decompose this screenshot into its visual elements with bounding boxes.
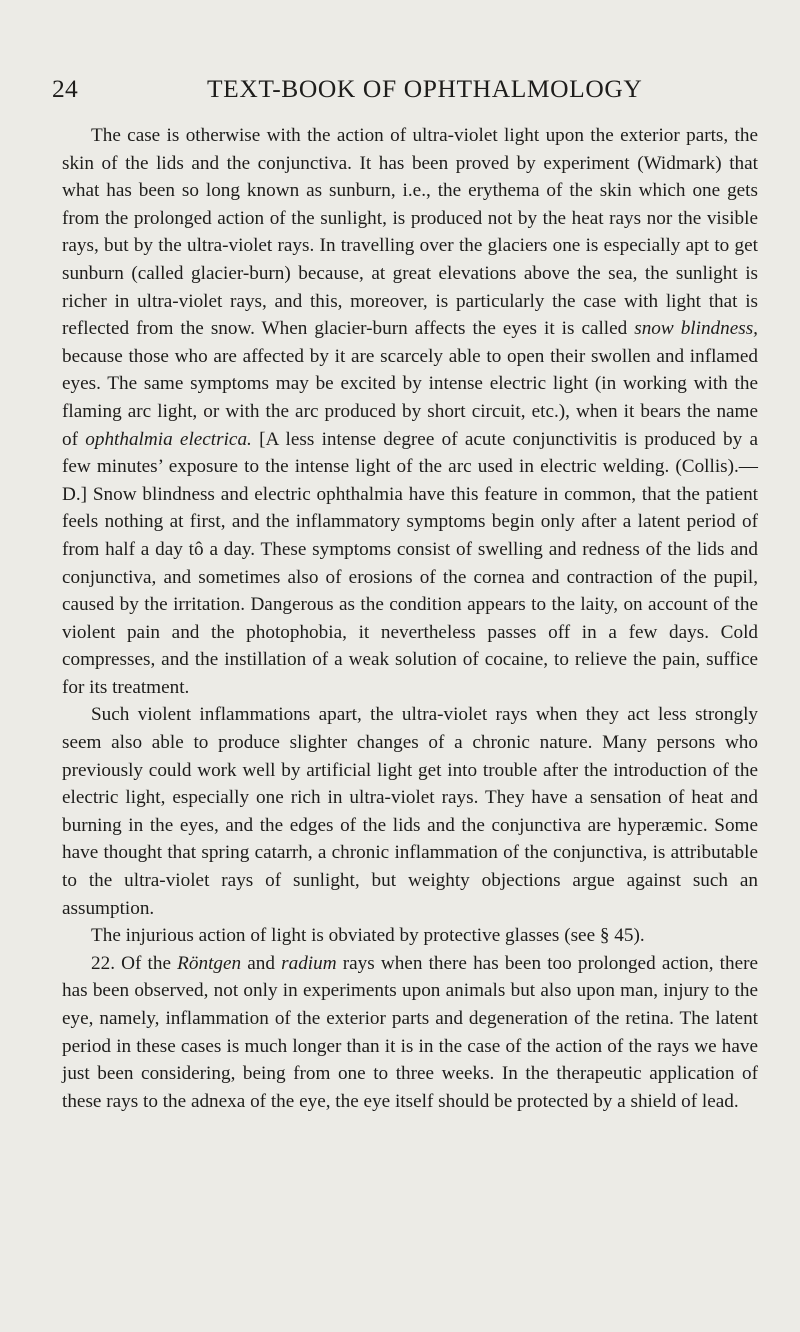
paragraph-text: The case is otherwise with the action of ultra-violet light upon the exterior parts, the skin of the lids and the conjunctiva. It has been proved by experiment (Widmark) that what has been so long known as sunburn, i.e., the erythema of the skin which one gets from the prolonged action of the sunlight, is produced not by the heat rays nor the visible rays, but by the ultra-violet rays. In travelling over the glaciers one is especially apt to get sunburn (called glacier-burn) because, at great elevations above the sea, the sunlight is richer in ultra-violet rays, and this, moreover, is particularly the case with light that is reflected from the snow. When glacier-burn affects the eyes it is called [62, 125, 758, 340]
paragraph-chronic-changes: Such violent inflammations apart, the ultra-violet rays when they act less strongly seem also able to produce slighter changes of a chronic nature. Many persons who previously could work well by artificial light get into trouble after the introduction of the electric light, especially one rich in ultra-violet rays. They have a sensation of heat and burning in the eyes, and the edges of the lids and the conjunctiva are hyperæmic. Some have thought that spring catarrh, a chronic inflammation of the conjunctiva, is attributable to the ultra-violet rays of sunlight, but weighty objections argue against such an assumption. [62, 704, 758, 919]
paragraph-text: because those who are affected by it are scarcely able to open their swollen and inflamed eyes. The same symptoms may be excited by intense electric light (in working with the flaming arc light, or with the arc produced by short circuit, etc.), when it bears the name of [62, 345, 758, 450]
paragraph-ultraviolet-exterior [62, 122, 758, 701]
paragraph-text: 22. Of the [91, 952, 178, 974]
italic-term-radium: radium [281, 952, 337, 974]
paragraph-text: and [241, 952, 282, 974]
paragraph-text: rays when there has been too prolonged action, there has been observed, not only in experiments upon animals but also upon man, injury to the eye, namely, inflammation of the exterior parts and degeneration of the retina. The latent period in these cases is much longer than it is in the case of the action of the rays we have just been considering, being from one to three weeks. In the therapeutic application of these rays to the adnexa of the eye, the eye itself should be protected by a shield of lead. [62, 952, 759, 1112]
body-text [62, 122, 758, 1115]
page-number: 24 [52, 74, 78, 103]
paragraph-text: [A less intense degree of acute conjunctivitis is produced by a few minutes’ exposure to the intense light of the arc used in electric welding. (Collis).—D.] Snow blindness and electric ophthalmia have this feature in common, that the patient feels nothing at first, and the inflammatory symptoms begin only after a latent period of from half a day tô a day. These symptoms consist of swelling and redness of the lids and conjunctiva, and sometimes also of erosions of the cornea and contraction of the pupil, caused by the irritation. Dangerous as the condition appears to the laity, on account of the violent pain and the photophobia, it nevertheless passes off in a few days. Cold compresses, and the instillation of a weak solution of cocaine, to relieve the pain, suffice for its treatment. [62, 428, 758, 698]
italic-term-ophthalmia-electrica: ophthalmia electrica. [85, 428, 252, 450]
paragraph-protective-glasses: The injurious action of light is obviated by protective glasses (see § 45). [91, 925, 645, 947]
running-head-title: TEXT-BOOK OF OPHTHALMOLOGY [207, 74, 643, 103]
running-head [52, 74, 752, 108]
paragraph-section-22 [62, 950, 758, 1116]
italic-term-snow-blindness: snow blindness, [634, 318, 758, 340]
italic-term-rontgen: Röntgen [177, 952, 242, 974]
